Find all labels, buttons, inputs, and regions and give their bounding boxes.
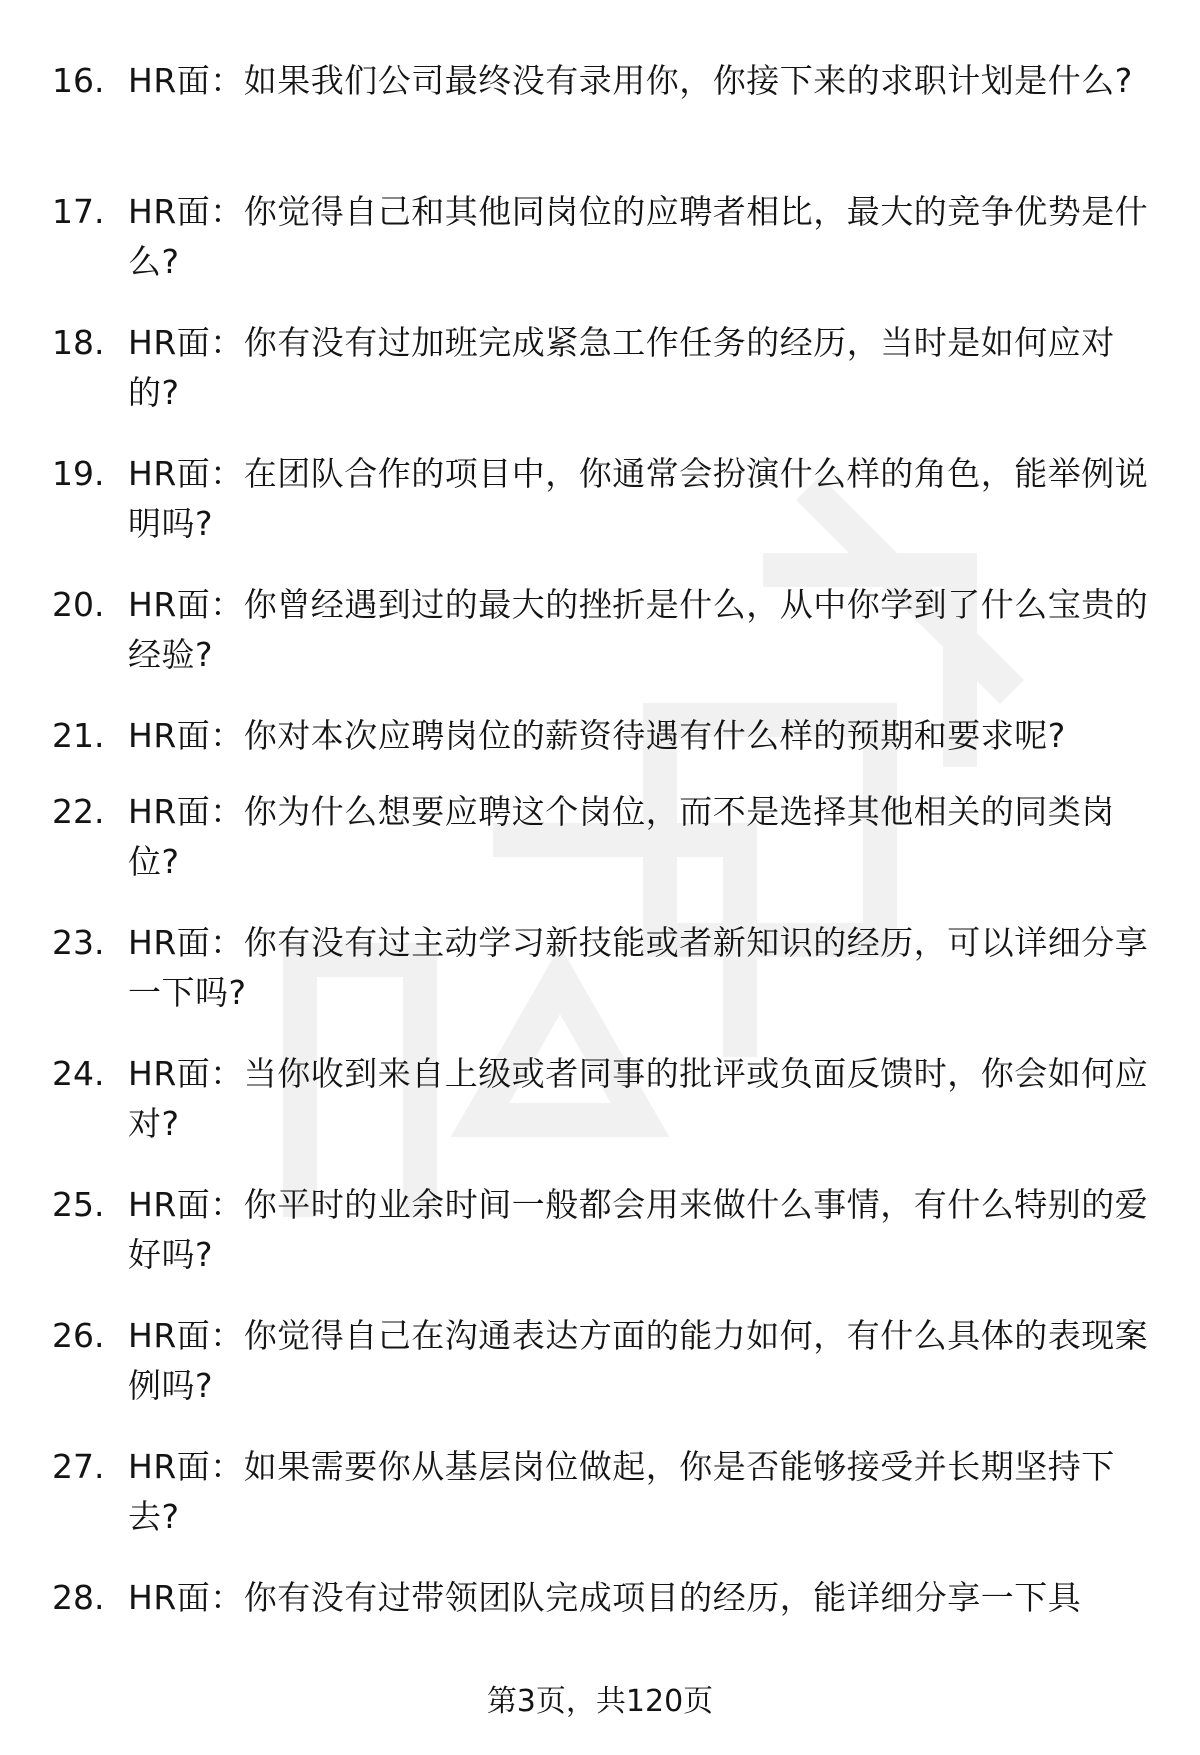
question-number: 25. bbox=[52, 1185, 105, 1224]
question-text: HR面：你对本次应聘岗位的薪资待遇有什么样的预期和要求呢? bbox=[128, 716, 1066, 755]
list-item bbox=[52, 1180, 1152, 1311]
list-item bbox=[52, 449, 1152, 580]
list-item bbox=[52, 56, 1152, 187]
question-text: HR面：如果我们公司最终没有录用你，你接下来的求职计划是什么? bbox=[128, 61, 1133, 100]
question-number: 22. bbox=[52, 792, 105, 831]
question-text: HR面：你曾经遇到过的最大的挫折是什么，从中你学到了什么宝贵的经验? bbox=[128, 585, 1149, 674]
question-number: 26. bbox=[52, 1316, 105, 1355]
question-text: HR面：你为什么想要应聘这个岗位，而不是选择其他相关的同类岗位? bbox=[128, 792, 1115, 881]
question-number: 21. bbox=[52, 716, 105, 755]
question-text: HR面：你有没有过带领团队完成项目的经历，能详细分享一下具 bbox=[128, 1578, 1082, 1617]
page-footer: 第3页，共120页 bbox=[486, 1684, 714, 1719]
question-number: 27. bbox=[52, 1447, 105, 1486]
question-number: 20. bbox=[52, 585, 105, 624]
list-item bbox=[52, 187, 1152, 318]
list-item bbox=[52, 1049, 1152, 1180]
question-number: 18. bbox=[52, 323, 105, 362]
question-text: HR面：如果需要你从基层岗位做起，你是否能够接受并长期坚持下去? bbox=[128, 1447, 1115, 1536]
question-text: HR面：你平时的业余时间一般都会用来做什么事情，有什么特别的爱好吗? bbox=[128, 1185, 1149, 1274]
list-item bbox=[52, 711, 1152, 787]
question-number: 17. bbox=[52, 192, 105, 231]
question-list bbox=[52, 56, 1152, 1633]
question-text: HR面：你有没有过加班完成紧急工作任务的经历，当时是如何应对的? bbox=[128, 323, 1115, 412]
question-text: HR面：在团队合作的项目中，你通常会扮演什么样的角色，能举例说明吗? bbox=[128, 454, 1149, 543]
list-item bbox=[52, 1311, 1152, 1442]
question-text: HR面：当你收到来自上级或者同事的批评或负面反馈时，你会如何应对? bbox=[128, 1054, 1149, 1143]
list-item bbox=[52, 1442, 1152, 1573]
question-number: 24. bbox=[52, 1054, 105, 1093]
list-item bbox=[52, 787, 1152, 918]
question-text: HR面：你觉得自己和其他同岗位的应聘者相比，最大的竞争优势是什么? bbox=[128, 192, 1149, 281]
list-item bbox=[52, 1573, 1152, 1633]
question-text: HR面：你有没有过主动学习新技能或者新知识的经历，可以详细分享一下吗? bbox=[128, 923, 1149, 1012]
list-item bbox=[52, 318, 1152, 449]
list-item bbox=[52, 918, 1152, 1049]
question-text: HR面：你觉得自己在沟通表达方面的能力如何，有什么具体的表现案例吗? bbox=[128, 1316, 1149, 1405]
question-number: 16. bbox=[52, 61, 105, 100]
question-number: 19. bbox=[52, 454, 105, 493]
list-item bbox=[52, 580, 1152, 711]
question-number: 28. bbox=[52, 1578, 105, 1617]
question-number: 23. bbox=[52, 923, 105, 962]
